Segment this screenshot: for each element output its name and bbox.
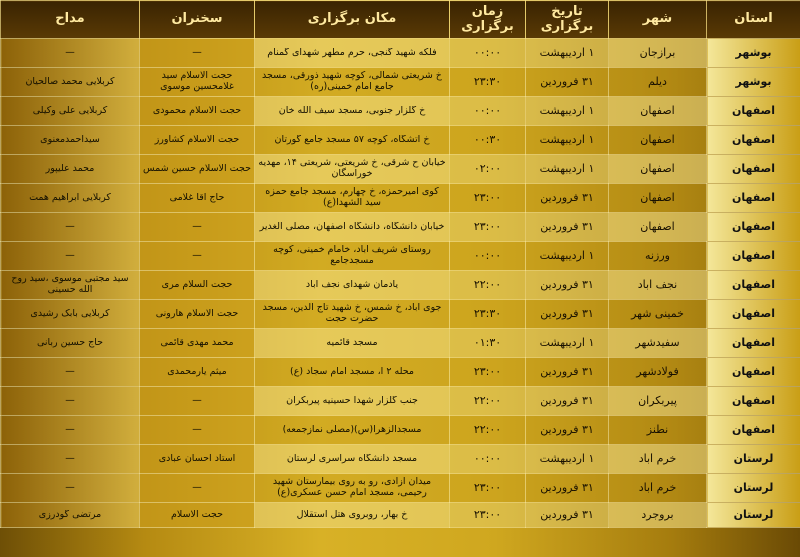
speaker-cell-text: حجت السلام مری: [161, 279, 233, 290]
table-row: [1, 503, 800, 528]
time-cell: [450, 126, 526, 155]
place-cell: [255, 126, 450, 155]
city-cell: [609, 213, 707, 242]
table-row: [1, 358, 800, 387]
place-cell-text: محله ۲ آ، مسجد امام سجاد (ع): [290, 366, 414, 377]
table-row: [1, 184, 800, 213]
province-cell-text: اصفهان: [731, 133, 776, 146]
province-cell: [707, 97, 800, 126]
time-cell: [450, 271, 526, 300]
singer-cell: [1, 329, 140, 358]
place-cell: [255, 503, 450, 528]
speaker-cell: [140, 358, 255, 387]
date-cell-text: ۱ اردیبهشت: [539, 452, 595, 465]
province-cell: [707, 68, 800, 97]
singer-cell: [1, 184, 140, 213]
singer-cell: [1, 213, 140, 242]
time-cell: [450, 329, 526, 358]
date-cell-text: ۳۱ فروردین: [540, 481, 594, 494]
province-cell-text: اصفهان: [731, 423, 776, 436]
speaker-cell-text: —: [192, 250, 202, 261]
city-cell: [609, 503, 707, 528]
province-cell: [707, 39, 800, 68]
place-cell-text: کوی امیرحمزه، خ چهارم، مسجد جامع حمزه سید الشهدا(ع): [265, 187, 439, 208]
time-cell-text: ۰۰:۳۰: [473, 133, 502, 146]
singer-cell-text: سیداحمدمعنوی: [40, 134, 100, 145]
singer-cell: [1, 242, 140, 271]
date-cell: [526, 155, 609, 184]
date-cell-text: ۱ اردیبهشت: [539, 249, 595, 262]
city-cell-text: اصفهان: [640, 220, 675, 233]
time-cell-text: ۰۱:۳۰: [473, 336, 502, 349]
time-cell: [450, 503, 526, 528]
time-cell: [450, 474, 526, 503]
city-cell-text: سفیدشهر: [635, 336, 680, 349]
table-row: [1, 445, 800, 474]
city-cell-text: خرم آباد: [638, 452, 677, 465]
speaker-cell-text: حجت الاسلام حسین شمس: [143, 163, 251, 174]
time-cell-text: ۲۲:۰۰: [473, 394, 502, 407]
date-cell-text: ۳۱ فروردین: [540, 394, 594, 407]
province-cell-text: اصفهان: [731, 365, 776, 378]
singer-cell: [1, 97, 140, 126]
date-cell-text: ۳۱ فروردین: [540, 191, 594, 204]
table-row: [1, 387, 800, 416]
date-cell: [526, 242, 609, 271]
speaker-cell: [140, 184, 255, 213]
province-cell-text: اصفهان: [731, 249, 776, 262]
city-cell: [609, 126, 707, 155]
place-cell: [255, 329, 450, 358]
header-row: [1, 1, 800, 39]
place-cell-text: خ بهار، روبروی هتل استقلال: [296, 509, 408, 520]
time-cell: [450, 445, 526, 474]
date-cell-text: ۳۱ فروردین: [540, 365, 594, 378]
place-cell-text: میدان آزادی، رو به روی بیمارستان شهید رحیمی، مسجد امام حسن عسکری(ع): [272, 477, 432, 498]
city-cell-text: اصفهان: [640, 133, 675, 146]
province-cell-text: بوشهر: [735, 46, 772, 59]
table-body: [1, 39, 800, 528]
speaker-cell-text: —: [192, 221, 202, 232]
city-cell: [609, 387, 707, 416]
city-cell-text: ورزنه: [645, 249, 670, 262]
singer-cell: [1, 271, 140, 300]
time-cell-text: ۰۰:۰۰: [473, 46, 502, 59]
date-cell: [526, 358, 609, 387]
place-cell: [255, 387, 450, 416]
time-cell-text: ۰۲:۰۰: [473, 162, 502, 175]
province-cell: [707, 358, 800, 387]
singer-cell-text: کربلایی ابراهیم همت: [29, 192, 111, 203]
speaker-cell-text: حجت الاسلام محمودی: [152, 105, 242, 116]
singer-cell-text: —: [65, 250, 75, 261]
province-cell: [707, 445, 800, 474]
province-cell: [707, 416, 800, 445]
table-row: [1, 97, 800, 126]
speaker-cell-text: میثم یارمحمدی: [167, 366, 227, 377]
place-cell: [255, 474, 450, 503]
speaker-cell: [140, 213, 255, 242]
header-date: تاریخ برگزاری: [526, 1, 609, 39]
header-singer: مداح: [1, 1, 140, 39]
date-cell-text: ۳۱ فروردین: [540, 307, 594, 320]
place-cell: [255, 68, 450, 97]
date-cell-text: ۱ اردیبهشت: [539, 162, 595, 175]
city-cell: [609, 184, 707, 213]
singer-cell-text: —: [65, 47, 75, 58]
province-cell: [707, 387, 800, 416]
table-row: [1, 155, 800, 184]
date-cell-text: ۳۱ فروردین: [540, 508, 594, 521]
time-cell: [450, 39, 526, 68]
place-cell-text: خیابان دانشگاه، دانشگاه اصفهان، مصلی الغدیر: [259, 221, 445, 232]
city-cell-text: نطنز: [646, 423, 669, 436]
table-row: [1, 300, 800, 329]
date-cell: [526, 213, 609, 242]
province-cell-text: اصفهان: [731, 220, 776, 233]
place-cell: [255, 271, 450, 300]
singer-cell-text: سید مجتبی موسوی ،سید روح الله حسینی: [11, 274, 129, 295]
speaker-cell-text: حجت الاسلام کشاورز: [154, 134, 240, 145]
singer-cell: [1, 387, 140, 416]
date-cell: [526, 271, 609, 300]
date-cell: [526, 300, 609, 329]
city-cell: [609, 155, 707, 184]
province-cell: [707, 503, 800, 528]
singer-cell: [1, 39, 140, 68]
time-cell: [450, 387, 526, 416]
place-cell: [255, 155, 450, 184]
place-cell: [255, 213, 450, 242]
singer-cell-text: —: [65, 453, 75, 464]
singer-cell-text: محمد علیپور: [45, 163, 95, 174]
speaker-cell: [140, 387, 255, 416]
singer-cell: [1, 474, 140, 503]
place-cell-text: خ گلزار جنوبی، مسجد سیف الله خان: [278, 105, 426, 116]
place-cell: [255, 242, 450, 271]
province-cell-text: اصفهان: [731, 278, 776, 291]
speaker-cell: [140, 39, 255, 68]
date-cell: [526, 445, 609, 474]
date-cell-text: ۱ اردیبهشت: [539, 46, 595, 59]
city-cell: [609, 474, 707, 503]
province-cell-text: لرستان: [733, 481, 774, 494]
city-cell-text: فولادشهر: [636, 365, 679, 378]
singer-cell-text: —: [65, 366, 75, 377]
singer-cell-text: کربلایی علی وکیلی: [32, 105, 108, 116]
speaker-cell: [140, 416, 255, 445]
province-cell: [707, 155, 800, 184]
city-cell-text: نجف اباد: [637, 278, 678, 291]
place-cell-text: خ آتشگاه، کوچه ۵۷ مسجد جامع گورتان: [274, 134, 430, 145]
speaker-cell-text: —: [192, 482, 202, 493]
place-cell: [255, 445, 450, 474]
place-cell-text: جنب گلزار شهدا حسینیه پیربکران: [286, 395, 418, 406]
place-cell-text: روستای شریف آباد، خامام خمینی، کوچه مسجدجامع: [273, 245, 431, 266]
singer-cell: [1, 126, 140, 155]
speaker-cell: [140, 68, 255, 97]
province-cell: [707, 213, 800, 242]
province-cell-text: اصفهان: [731, 307, 776, 320]
singer-cell-text: —: [65, 424, 75, 435]
table-row: [1, 329, 800, 358]
time-cell-text: ۲۳:۳۰: [473, 75, 502, 88]
singer-cell-text: کربلایی محمد صالحیان: [25, 76, 115, 87]
city-cell-text: بروجرد: [641, 508, 674, 521]
table-row: [1, 68, 800, 97]
header-place: مکان برگزاری: [255, 1, 450, 39]
header-speaker: سخنران: [140, 1, 255, 39]
speaker-cell: [140, 474, 255, 503]
city-cell-text: اصفهان: [640, 162, 675, 175]
place-cell-text: خ شریعتی شمالی، کوچه شهید ذورقی، مسجد جامع امام خمینی(ره): [262, 71, 442, 92]
time-cell-text: ۲۳:۳۰: [473, 307, 502, 320]
singer-cell-text: —: [65, 482, 75, 493]
speaker-cell-text: حجت الاسلام هارونی: [155, 308, 239, 319]
singer-cell-text: —: [65, 395, 75, 406]
time-cell: [450, 300, 526, 329]
date-cell-text: ۱ اردیبهشت: [539, 133, 595, 146]
table-row: [1, 39, 800, 68]
singer-cell: [1, 68, 140, 97]
singer-cell: [1, 155, 140, 184]
header-time: زمان برگزاری: [450, 1, 526, 39]
date-cell-text: ۱ اردیبهشت: [539, 104, 595, 117]
speaker-cell: [140, 126, 255, 155]
place-cell: [255, 358, 450, 387]
speaker-cell: [140, 242, 255, 271]
date-cell: [526, 184, 609, 213]
province-cell: [707, 184, 800, 213]
speaker-cell-text: حاج آقا غلامی: [169, 192, 225, 203]
date-cell: [526, 97, 609, 126]
time-cell: [450, 416, 526, 445]
speaker-cell-text: —: [192, 47, 202, 58]
table-row: [1, 271, 800, 300]
time-cell: [450, 155, 526, 184]
city-cell-text: پیربکران: [638, 394, 677, 407]
place-cell: [255, 416, 450, 445]
singer-cell: [1, 503, 140, 528]
place-cell: [255, 39, 450, 68]
city-cell: [609, 329, 707, 358]
speaker-cell-text: حجت الاسلام سید غلامحسین موسوی: [160, 71, 234, 92]
time-cell: [450, 213, 526, 242]
place-cell-text: یادمان شهدای نجف آباد: [305, 279, 399, 290]
date-cell-text: ۳۱ فروردین: [540, 278, 594, 291]
date-cell-text: ۳۱ فروردین: [540, 220, 594, 233]
place-cell-text: مسجد دانشگاه سراسری لرستان: [286, 453, 418, 464]
city-cell: [609, 416, 707, 445]
date-cell-text: ۱ اردیبهشت: [539, 336, 595, 349]
place-cell-text: جوی آباد، خ شمس، خ شهید تاج الدین، مسجد حضرت حجت: [262, 303, 442, 324]
province-cell-text: اصفهان: [731, 394, 776, 407]
date-cell: [526, 39, 609, 68]
table-row: [1, 126, 800, 155]
place-cell: [255, 300, 450, 329]
city-cell: [609, 358, 707, 387]
table-row: [1, 242, 800, 271]
city-cell-text: خمینی شهر: [631, 307, 684, 320]
table-row: [1, 474, 800, 503]
place-cell: [255, 97, 450, 126]
province-cell-text: اصفهان: [731, 104, 776, 117]
speaker-cell-text: استاد احسان عبادی: [158, 453, 236, 464]
time-cell: [450, 184, 526, 213]
time-cell-text: ۲۳:۰۰: [473, 220, 502, 233]
time-cell-text: ۰۰:۰۰: [473, 104, 502, 117]
speaker-cell-text: حجت الاسلام: [171, 509, 223, 520]
province-cell: [707, 300, 800, 329]
city-cell: [609, 97, 707, 126]
date-cell: [526, 416, 609, 445]
time-cell-text: ۲۳:۰۰: [473, 365, 502, 378]
date-cell: [526, 68, 609, 97]
singer-cell: [1, 300, 140, 329]
speaker-cell: [140, 300, 255, 329]
province-cell-text: اصفهان: [731, 191, 776, 204]
city-cell-text: برازجان: [639, 46, 676, 59]
table-row: [1, 213, 800, 242]
province-cell-text: لرستان: [733, 452, 774, 465]
date-cell: [526, 503, 609, 528]
city-cell-text: دیلم: [648, 75, 667, 88]
time-cell-text: ۲۳:۰۰: [473, 481, 502, 494]
time-cell-text: ۲۳:۰۰: [473, 508, 502, 521]
speaker-cell: [140, 97, 255, 126]
city-cell: [609, 300, 707, 329]
speaker-cell-text: محمد مهدی قائمی: [160, 337, 234, 348]
place-cell: [255, 184, 450, 213]
province-cell-text: اصفهان: [731, 336, 776, 349]
singer-cell-text: مرتضی گودرزی: [38, 509, 102, 520]
place-cell-text: مسجد قائمیه: [326, 337, 378, 348]
time-cell-text: ۲۲:۰۰: [473, 423, 502, 436]
singer-cell: [1, 358, 140, 387]
speaker-cell: [140, 445, 255, 474]
place-cell-text: فلکه شهید گنجی، حرم مطهر شهدای گمنام: [267, 47, 437, 58]
date-cell: [526, 474, 609, 503]
speaker-cell-text: —: [192, 395, 202, 406]
header-province: استان: [707, 1, 800, 39]
province-cell-text: لرستان: [733, 508, 774, 521]
city-cell-text: خرم آباد: [638, 481, 677, 494]
table-row: [1, 416, 800, 445]
date-cell-text: ۳۱ فروردین: [540, 423, 594, 436]
time-cell-text: ۰۰:۰۰: [473, 249, 502, 262]
city-cell: [609, 39, 707, 68]
date-cell: [526, 126, 609, 155]
date-cell-text: ۳۱ فروردین: [540, 75, 594, 88]
province-cell-text: اصفهان: [731, 162, 776, 175]
speaker-cell: [140, 503, 255, 528]
province-cell-text: بوشهر: [735, 75, 772, 88]
city-cell-text: اصفهان: [640, 191, 675, 204]
header-city: شهر: [609, 1, 707, 39]
singer-cell-text: —: [65, 221, 75, 232]
time-cell: [450, 242, 526, 271]
singer-cell-text: کربلایی بابک رشیدی: [30, 308, 110, 319]
speaker-cell: [140, 271, 255, 300]
city-cell-text: اصفهان: [640, 104, 675, 117]
time-cell: [450, 358, 526, 387]
speaker-cell: [140, 155, 255, 184]
time-cell: [450, 97, 526, 126]
singer-cell-text: حاج حسین ربانی: [36, 337, 104, 348]
province-cell: [707, 242, 800, 271]
singer-cell: [1, 445, 140, 474]
time-cell-text: ۲۳:۰۰: [473, 191, 502, 204]
place-cell-text: مسجدالزهرا(س)(مصلی نمازجمعه): [282, 424, 422, 435]
time-cell: [450, 68, 526, 97]
city-cell: [609, 271, 707, 300]
province-cell: [707, 329, 800, 358]
date-cell: [526, 329, 609, 358]
city-cell: [609, 68, 707, 97]
province-cell: [707, 474, 800, 503]
place-cell-text: خیابان ح شرقی، خ شریعتی، شریعتی ۱۴، مهدیه خوراسگان: [258, 158, 446, 179]
date-cell: [526, 387, 609, 416]
province-cell: [707, 126, 800, 155]
province-cell: [707, 271, 800, 300]
time-cell-text: ۲۲:۰۰: [473, 278, 502, 291]
city-cell: [609, 445, 707, 474]
city-cell: [609, 242, 707, 271]
speaker-cell: [140, 329, 255, 358]
speaker-cell-text: —: [192, 424, 202, 435]
singer-cell: [1, 416, 140, 445]
time-cell-text: ۰۰:۰۰: [473, 452, 502, 465]
